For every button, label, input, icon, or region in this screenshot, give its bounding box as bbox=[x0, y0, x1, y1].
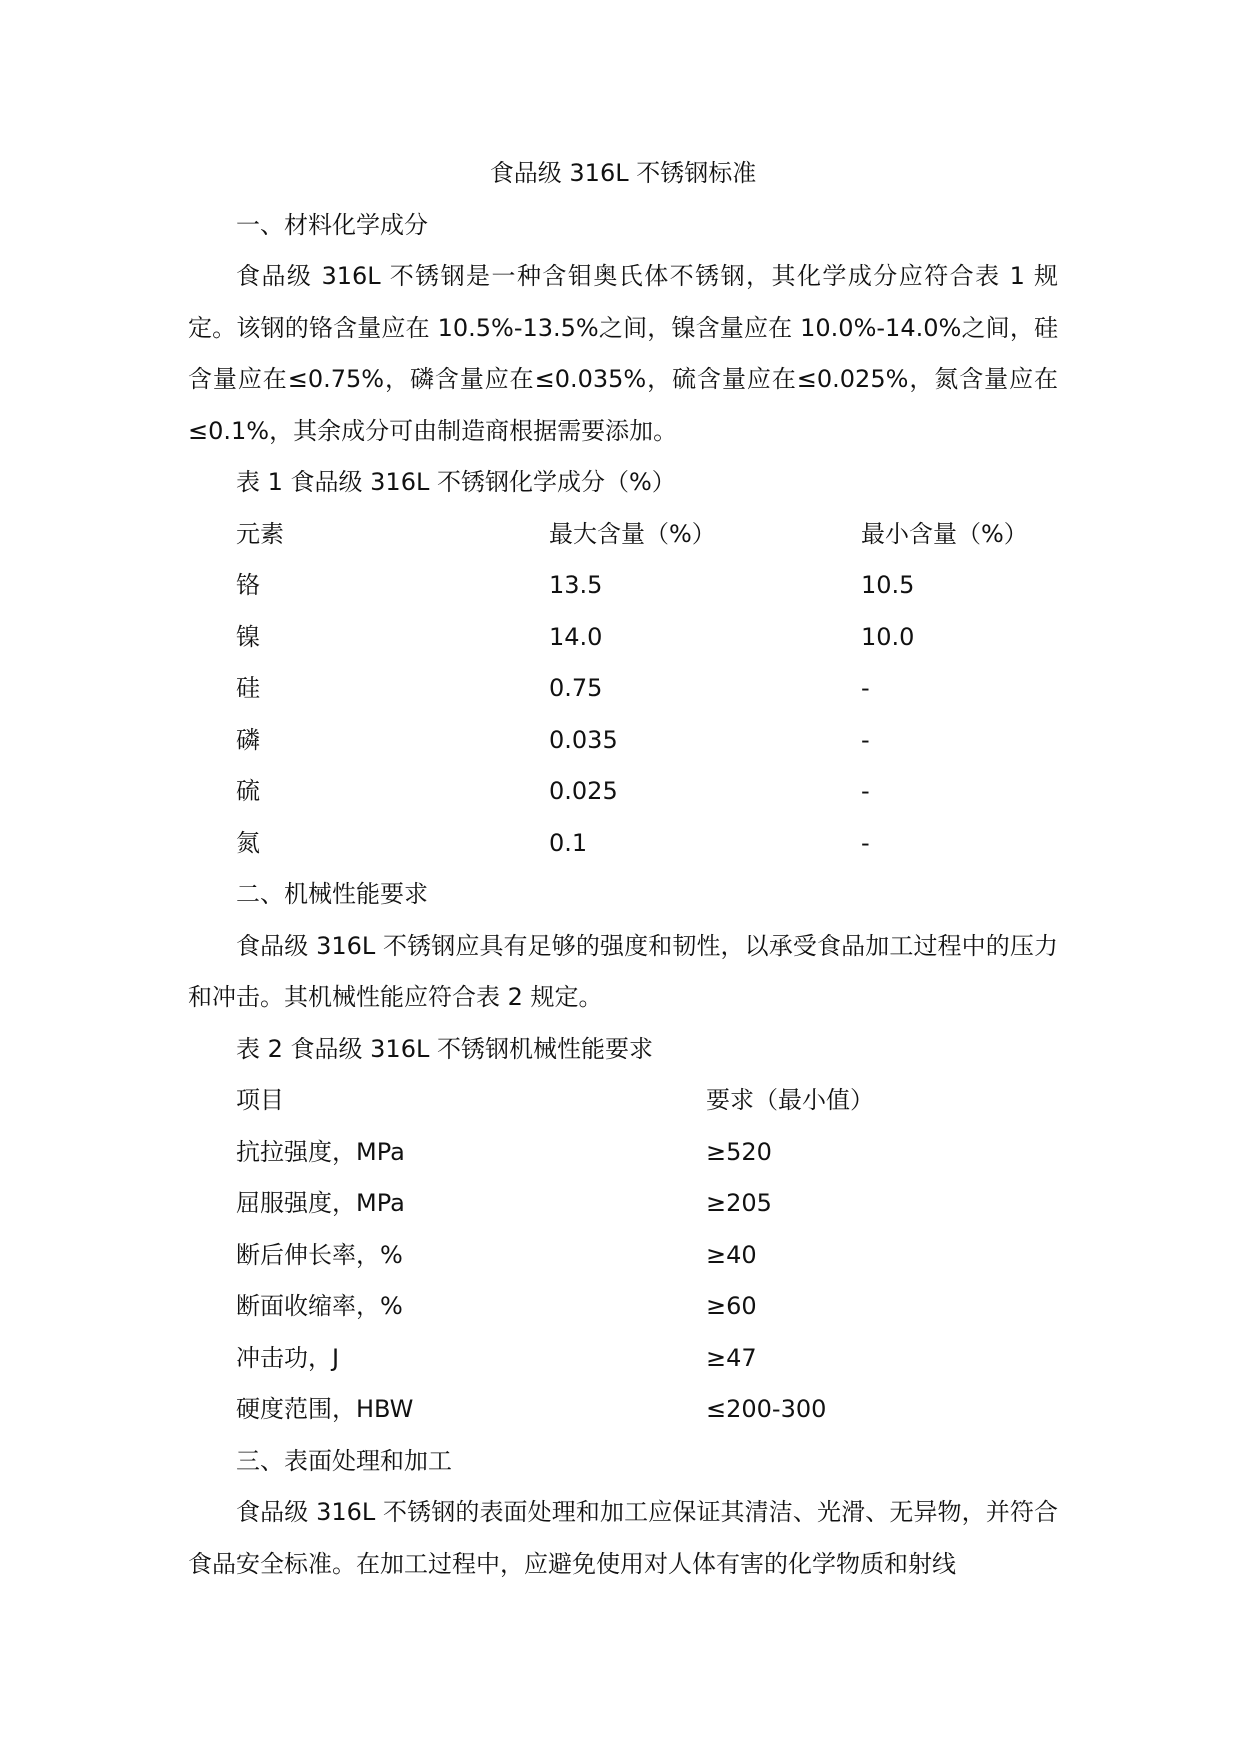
table-cell: 断面收缩率，% bbox=[236, 1292, 403, 1320]
table-cell: - bbox=[861, 725, 870, 754]
table-cell: 硬度范围，HBW bbox=[236, 1395, 414, 1423]
table-row bbox=[236, 612, 1058, 664]
table-cell: ≥60 bbox=[706, 1292, 757, 1320]
table-header-cell: 最小含量（%） bbox=[861, 519, 1028, 548]
table-cell: 镍 bbox=[236, 622, 260, 651]
table-row bbox=[236, 663, 1058, 715]
document-page bbox=[188, 148, 1058, 1590]
section-heading-chemical-composition: 一、材料化学成分 bbox=[236, 210, 428, 239]
table-cell: - bbox=[861, 777, 870, 805]
table-cell: 13.5 bbox=[549, 571, 603, 599]
section-heading-surface-treatment: 三、表面处理和加工 bbox=[236, 1446, 452, 1475]
table-cell: 0.025 bbox=[549, 777, 618, 805]
table-header-row bbox=[236, 509, 1058, 561]
section-paragraph-chemical-composition: 食品级 316L 不锈钢是一种含钼奥氏体不锈钢，其化学成分应符合表 1 规定。该钢的铬含量应在 10.5%-13.5%之间，镍含量应在 10.0%-14.0%之间，硅含量应在≤0.75%，磷含量应在≤0.035%，硫含量应在≤0.025%，氮含量应在≤0.1%，其余成分可由制造商根据需要添加。 bbox=[188, 262, 1058, 445]
table-row bbox=[236, 1127, 1058, 1179]
table-caption-chemical-composition: 表 1 食品级 316L 不锈钢化学成分（%） bbox=[236, 468, 676, 496]
table-row bbox=[236, 766, 1058, 818]
table-row bbox=[236, 560, 1058, 612]
table-cell: 10.0 bbox=[861, 622, 915, 651]
table-cell: 硅 bbox=[236, 674, 260, 702]
table-cell: ≥47 bbox=[706, 1343, 757, 1372]
section-paragraph-surface-treatment: 食品级 316L 不锈钢的表面处理和加工应保证其清洁、光滑、无异物，并符合食品安全标准。在加工过程中，应避免使用对人体有害的化学物质和射线 bbox=[188, 1498, 1058, 1578]
table-cell: 0.035 bbox=[549, 725, 618, 754]
table-cell: ≥520 bbox=[706, 1137, 772, 1166]
table-row bbox=[236, 1178, 1058, 1230]
table-cell: 抗拉强度，MPa bbox=[236, 1137, 405, 1166]
table-cell: 冲击功，J bbox=[236, 1343, 340, 1372]
table-cell: - bbox=[861, 674, 870, 702]
table-header-cell: 要求（最小值） bbox=[706, 1086, 874, 1114]
table-header-cell: 元素 bbox=[236, 519, 284, 548]
table-cell: 硫 bbox=[236, 777, 260, 805]
table-cell: 0.1 bbox=[549, 828, 588, 857]
table-cell: 14.0 bbox=[549, 622, 603, 651]
table-cell: - bbox=[861, 828, 870, 857]
document-title: 食品级 316L 不锈钢标准 bbox=[489, 159, 757, 187]
table-row bbox=[236, 715, 1058, 767]
table-row bbox=[236, 1281, 1058, 1333]
section-heading-mechanical-properties: 二、机械性能要求 bbox=[236, 880, 428, 908]
section-paragraph-mechanical-properties: 食品级 316L 不锈钢应具有足够的强度和韧性，以承受食品加工过程中的压力和冲击。其机械性能应符合表 2 规定。 bbox=[188, 931, 1058, 1011]
table-cell: 断后伸长率，% bbox=[236, 1240, 403, 1269]
table-header-row bbox=[236, 1075, 1058, 1127]
table-cell: ≤200-300 bbox=[706, 1395, 827, 1423]
table-cell: 0.75 bbox=[549, 674, 603, 702]
table-row bbox=[236, 818, 1058, 870]
chemical-composition-table bbox=[236, 509, 1058, 870]
table-row bbox=[236, 1384, 1058, 1436]
mechanical-properties-table bbox=[236, 1075, 1058, 1436]
table-cell: 磷 bbox=[236, 725, 260, 754]
table-row bbox=[236, 1333, 1058, 1385]
table-header-cell: 项目 bbox=[236, 1086, 284, 1114]
table-cell: ≥40 bbox=[706, 1240, 757, 1269]
table-cell: 10.5 bbox=[861, 571, 915, 599]
table-cell: 铬 bbox=[236, 571, 260, 599]
table-cell: ≥205 bbox=[706, 1189, 772, 1217]
table-caption-mechanical-properties: 表 2 食品级 316L 不锈钢机械性能要求 bbox=[236, 1034, 653, 1063]
table-header-cell: 最大含量（%） bbox=[549, 519, 716, 548]
table-cell: 氮 bbox=[236, 828, 260, 857]
table-cell: 屈服强度，MPa bbox=[236, 1189, 405, 1217]
table-row bbox=[236, 1230, 1058, 1282]
